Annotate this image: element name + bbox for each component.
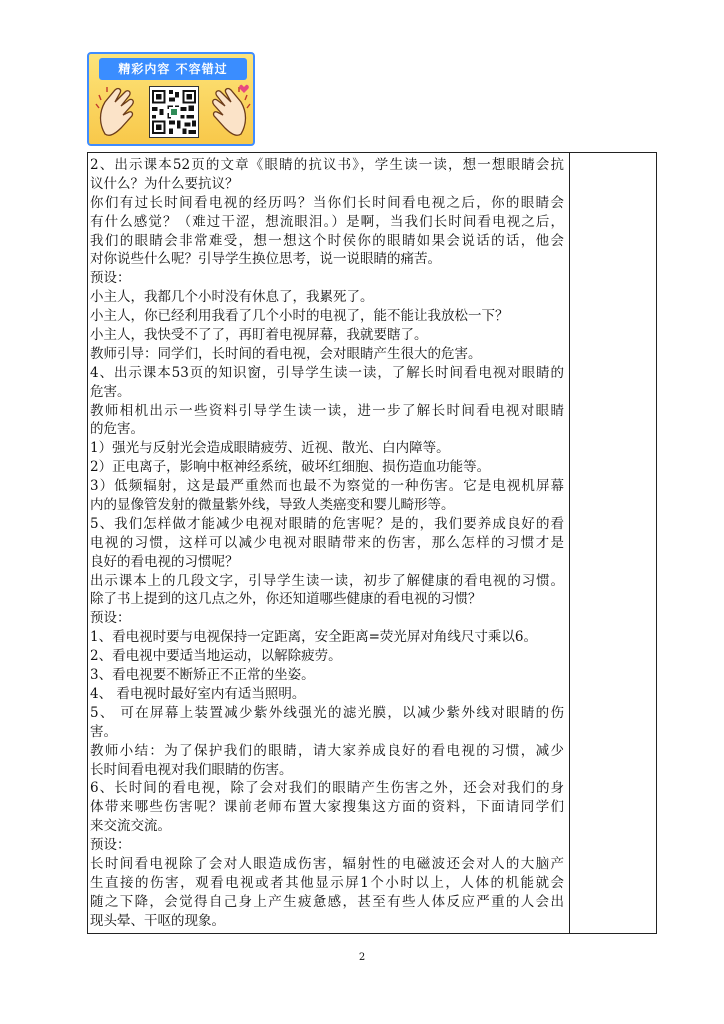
lesson-text [88,156,568,931]
text-line: 教师相机出示一些资料引导学生读一读，进一步了解长时间看电视对眼睛 [90,402,564,419]
promo-banner [87,52,255,146]
text-line: 小主人，我都几个小时没有休息了，我累死了。 [90,289,374,306]
qr-code[interactable] [149,86,199,138]
text-line: 体带来哪些伤害呢？课前老师布置大家搜集这方面的资料，下面请同学们 [90,799,564,816]
text-line: 长时间看电视除了会对人眼造成伤害，辐射性的电磁波还会对人的大脑产 [90,855,564,872]
text-line: 预设： [90,837,131,854]
text-line: 有什么感觉？（难过干涩，想流眼泪。）是啊，当我们长时间看电视之后， [90,213,564,230]
text-line: 害。 [90,723,117,740]
text-line: 随之下降，会觉得自己身上产生疲惫感，甚至有些人体反应严重的人会出 [90,893,564,910]
text-line: 的危害。 [90,421,144,438]
text-line: 教师小结：为了保护我们的眼睛，请大家养成良好的看电视的习惯，减少 [90,742,564,759]
clapping-hands-icon [95,84,141,140]
text-line: 1、看电视时要与电视保持一定距离，安全距离=荧光屏对角线尺寸乘以6。 [90,629,537,646]
promo-title: 精彩内容 不容错过 [99,58,247,80]
page-number: 2 [358,952,366,963]
heart-icon [239,84,249,94]
text-line: 4、出示课本53页的知识窗，引导学生读一读，了解长时间看电视对眼睛的 [90,364,564,381]
notes-cell [570,153,656,933]
text-line: 6、长时间的看电视，除了会对我们的眼睛产生伤害之外，还会对我们的身 [90,780,564,797]
text-line: 预设： [90,270,131,287]
text-line: 现头晕、干呕的现象。 [90,912,225,929]
text-line: 5、我们怎样做才能减少电视对眼睛的危害呢？是的，我们要养成良好的看 [90,515,564,532]
text-line: 小主人，你已经利用我看了几个小时的电视了，能不能让我放松一下？ [90,308,509,325]
text-line: 长时间看电视对我们眼睛的伤害。 [90,761,293,778]
text-line: 内的显像管发射的微量紫外线，导致人类癌变和婴儿畸形等。 [90,497,455,514]
text-line: 出示课本上的几段文字，引导学生读一读，初步了解健康的看电视的习惯。 [90,572,564,589]
text-line: 5、 可在屏幕上装置减少紫外线强光的滤光膜，以减少紫外线对眼睛的伤 [90,704,564,721]
text-line: 议什么？为什么要抗议？ [90,175,239,192]
text-line: 对你说些什么呢？引导学生换位思考，说一说眼睛的痛苦。 [90,251,441,268]
text-line: 生直接的伤害，观看电视或者其他显示屏1个小时以上，人体的机能就会 [90,874,564,891]
text-line: 3、看电视要不断矫正不正常的坐姿。 [90,667,315,684]
text-line: 预设： [90,610,131,627]
text-line: 4、 看电视时最好室内有适当照明。 [90,685,306,702]
text-line: 我们的眼睛会非常难受，想一想这个时侯你的眼睛如果会说话的话，他会 [90,232,564,249]
text-line: 2）正电离子，影响中枢神经系统，破坏红细胞、损伤造血功能等。 [90,459,491,476]
text-line: 1）强光与反射光会造成眼睛疲劳、近视、散光、白内障等。 [90,440,450,457]
text-line: 良好的看电视的习惯呢？ [90,553,239,570]
text-line: 教师引导：同学们，长时间的看电视，会对眼睛产生很大的危害。 [90,345,482,362]
text-line: 你们有过长时间看电视的经历吗？当你们长时间看电视之后，你的眼睛会 [90,194,564,211]
text-line: 小主人，我快受不了了，再盯着电视屏幕，我就要瞎了。 [90,327,428,344]
text-line: 除了书上提到的这几点之外，你还知道哪些健康的看电视的习惯？ [90,591,482,608]
text-line: 3）低频辐射，这是最严重然而也最不为察觉的一种伤害。它是电视机屏幕 [90,478,564,495]
lesson-table [87,152,657,934]
text-line: 2、看电视中要适当地运动，以解除疲劳。 [90,648,342,665]
lesson-content-cell [88,153,570,933]
text-line: 2、出示课本52页的文章《眼睛的抗议书》，学生读一读，想一想眼睛会抗 [90,157,564,173]
text-line: 电视的习惯，这样可以减少电视对眼睛带来的伤害，那么怎样的习惯才是 [90,534,564,551]
text-line: 危害。 [90,383,131,400]
text-line: 来交流交流。 [90,818,171,835]
